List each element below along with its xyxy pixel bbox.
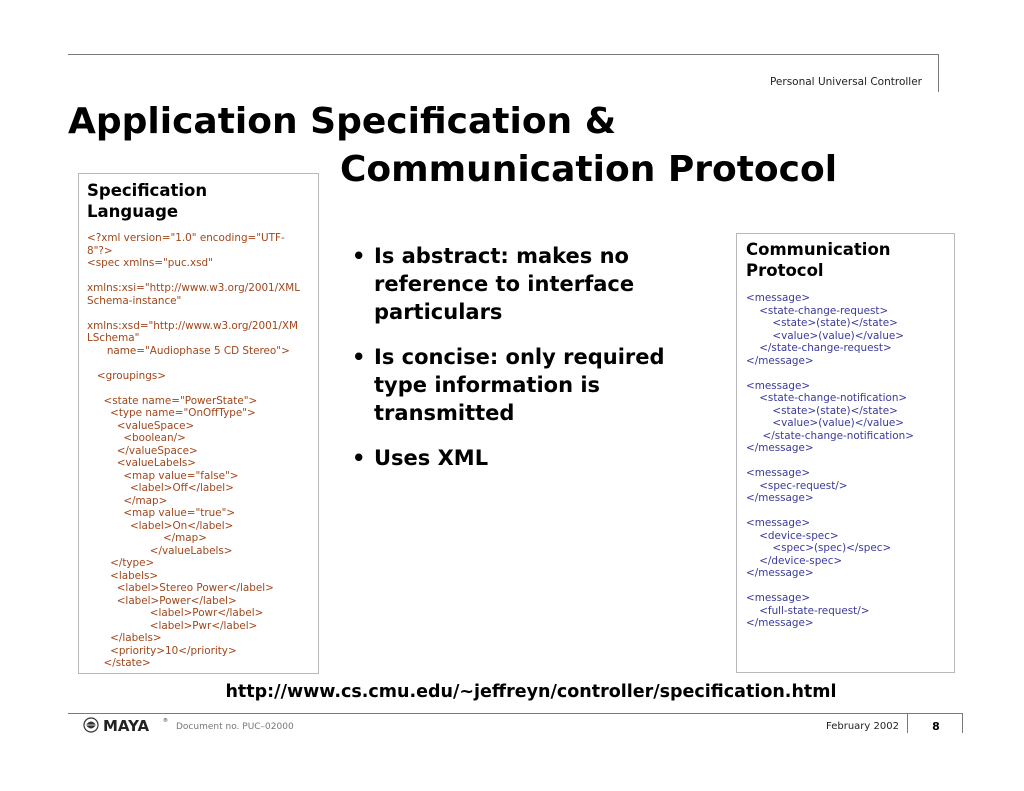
communication-protocol-title: Communication Protocol bbox=[746, 240, 891, 280]
bullet-dot-icon: • bbox=[352, 244, 366, 268]
bullet-dot-icon: • bbox=[352, 446, 366, 470]
page-title-line-1: Application Specification & bbox=[68, 101, 617, 142]
maya-logo-text: MAYA bbox=[103, 717, 150, 734]
bullet-text: Is abstract: makes no reference to interface particulars bbox=[374, 244, 635, 324]
protocol-xml-code: <message> <state-change-request> <state>(state)</state> <value>(value)</value> </state-change-request> </message> <message> <state-change-notification> <state>(state)</state> <value>(value)</value> </state-change-notification> </message> <message> <spec-request/> </message> <message> <device-spec> <spec>(spec)</spec> </device-spec> </message> <message> <full-state-request/> </message> bbox=[746, 292, 914, 629]
communication-protocol-panel bbox=[736, 233, 955, 673]
bullet-item bbox=[352, 242, 722, 326]
bullet-text: Is concise: only required type information is transmitted bbox=[374, 345, 665, 425]
specification-url: http://www.cs.cmu.edu/~jeffreyn/controller/specification.html bbox=[225, 682, 837, 702]
bullet-item bbox=[352, 343, 722, 427]
bullet-item bbox=[352, 444, 722, 472]
footer-date: February 2002 bbox=[826, 721, 899, 732]
header-label: Personal Universal Controller bbox=[769, 76, 922, 88]
page-number: 8 bbox=[932, 720, 940, 733]
document-number: Document no. PUC–02000 bbox=[176, 722, 294, 732]
footer-divider-left bbox=[907, 713, 908, 733]
specification-language-title: Specification Language bbox=[87, 181, 208, 221]
bullet-list bbox=[352, 242, 722, 489]
header-divider bbox=[938, 54, 939, 92]
specification-xml-code: <?xml version="1.0" encoding="UTF- 8"?> <spec xmlns="puc.xsd" xmlns:xsi="http://www.w3.org/2001/XML Schema-instance" xmlns:xsd="http://www.w3.org/2001/XM LSchema" name="Audiophase 5 CD Stereo"> <groupings> <state name="PowerState"> <type name="OnOffType"> <valueSpace> <boolean/> </valueSpace> <valueLabels> <map value="false"> <label>Off</label> </map> <map value="true"> <label>On</label> </map> </valueLabels> </type> <labels> <label>Stereo Power</label> <label>Power</label> <label>Powr</label> <label>Pwr</label> </labels> <priority>10</priority> </state> bbox=[87, 232, 301, 669]
page-title-line-2: Communication Protocol bbox=[340, 149, 838, 190]
maya-logo bbox=[83, 714, 173, 734]
footer-rule bbox=[68, 713, 962, 714]
bullet-dot-icon: • bbox=[352, 345, 366, 369]
footer-divider-right bbox=[962, 713, 963, 733]
bullet-text: Uses XML bbox=[374, 446, 489, 470]
svg-text:®: ® bbox=[163, 718, 168, 724]
maya-logo-icon bbox=[83, 714, 173, 734]
header-rule bbox=[68, 54, 938, 55]
specification-language-panel bbox=[78, 173, 319, 674]
